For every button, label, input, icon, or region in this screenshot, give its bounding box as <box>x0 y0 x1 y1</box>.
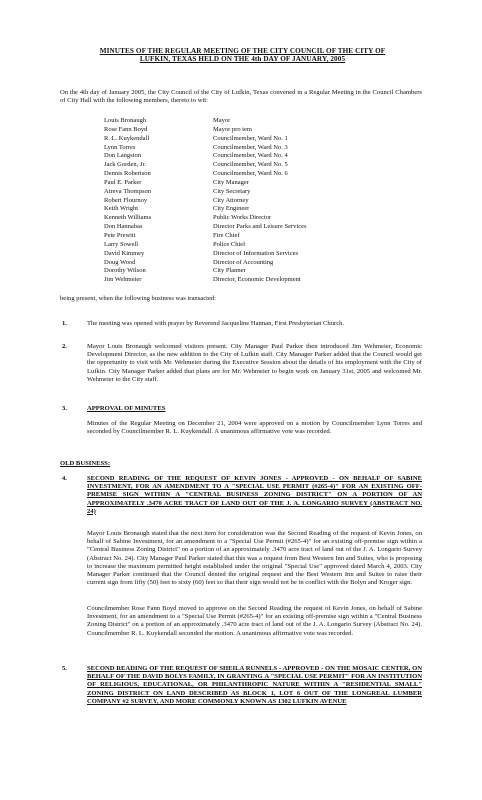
roster-row <box>104 241 364 250</box>
member-title: City Attorney <box>213 196 249 204</box>
member-title: City Planner <box>213 267 246 275</box>
attendance-roster <box>104 117 364 285</box>
roster-row <box>104 126 364 135</box>
roster-row <box>104 188 364 197</box>
item-4-paragraph-1: Mayor Louis Bronaugh stated that the next item for consideration was the Second Reading of the request of Kevin Jones, on behalf of Sabine Investment, for an amendment to a "Special Use Permit (#265-4)" for an existing off-premise sign within a "Central Business Zoning District" on a portion of an approximately .3470 acre tract of land out of the J. A. Longario Survey (Abstract No. 24). City Manager Paul Parker stated that this was a request from Best Western Inn and Suites, who is proposing to increase the maximum permitted height established under the original "Special Use" approved dated March 4, 2003. City Manager Parker continued that the Council denied the original request and the Best Western Inn and Suites to raise their current sign from fifty (50) feet to sixty (60) feet so that their sign would not be in conflict with the Bolyn and Kroger sign. <box>87 530 422 587</box>
member-title: Police Chief <box>213 240 246 248</box>
roster-row <box>104 214 364 223</box>
member-title: Councilmember, Ward No. 6 <box>213 170 288 178</box>
item-4-number: 4. <box>62 475 67 482</box>
member-title: Mayor pro tem <box>213 125 252 133</box>
title-line-1: MINUTES OF THE REGULAR MEETING OF THE CITY COUNCIL OF THE CITY OF <box>99 47 386 55</box>
intro-paragraph: On the 4th day of January 2005, the City Council of the City of Lufkin, Texas convened in a Regular Meeting in the Council Chambers of City Hall with the following members, thereto to wit: <box>60 89 422 105</box>
member-name: Doug Wood <box>104 258 136 266</box>
member-name: David Kimmey <box>104 249 145 257</box>
member-title: Director Parks and Leisure Services <box>213 223 307 231</box>
item-5-heading: SECOND READING OF THE REQUEST OF SHEILA RUNNELS - APPROVED - ON THE MOSAIC CENTER, ON BEHALF OF THE DAVID BOLYS FAMILY, IN GRANTING A "SPECIAL USE PERMIT" FOR AN INSTITUTION OF RELIGIOUS, EDUCATIONAL, OR PHILANTHROPIC NATURE WITHIN A "RESIDENTIAL SMALL" ZONING DISTRICT ON LAND DESCRIBED AS BLOCK 1, LOT 6 OUT OF THE LONGREAL LUMBER COMPANY #2 SURVEY, AND MORE COMMONLY KNOWN AS 1302 LUFKIN AVENUE <box>87 665 422 705</box>
item-2-text: Mayor Louis Bronaugh welcomed visitors present. City Manager Paul Parker then introduced Jim Wehmeier, Economic Development Director, as the new addition to the City of Lufkin staff. City Manager Parker added that the Council would get the opportunity to visit with Mr. Wehmeier during the Executive Session about the details of his employment with the City of Lufkin. City Manager Parker added that plans are for Mr. Wehmeier to begin work on January 31st, 2005 and welcomed Mr. Wehmeier to the City staff. <box>87 343 422 383</box>
member-name: R. L. Kuykendall <box>104 134 150 142</box>
roster-row <box>104 152 364 161</box>
member-name: Rose Fann Boyd <box>104 125 148 133</box>
roster-row <box>104 259 364 268</box>
approval-heading: APPROVAL OF MINUTES <box>87 405 166 412</box>
roster-row <box>104 170 364 179</box>
roster-row <box>104 179 364 188</box>
roster-row <box>104 135 364 144</box>
quorum-statement: being present, when the following business was transacted: <box>60 295 217 302</box>
member-title: Mayor <box>213 117 231 124</box>
member-title: Fire Chief <box>213 231 240 239</box>
item-1-text: The meeting was opened with prayer by Reverend Jacqueline Hannan, First Presbyterian Church. <box>87 320 345 327</box>
roster-row <box>104 161 364 170</box>
member-name: Don Langston <box>104 152 142 160</box>
roster-row <box>104 267 364 276</box>
member-name: Dorothy Wilson <box>104 267 146 275</box>
member-title: Councilmember, Ward No. 5 <box>213 161 288 169</box>
document-title <box>70 47 415 64</box>
member-title: City Manager <box>213 178 249 186</box>
member-title: Councilmember, Ward No. 4 <box>213 152 288 160</box>
roster-row <box>104 232 364 241</box>
member-name: Jack Gorden, Jr. <box>104 161 146 169</box>
roster-row <box>104 250 364 259</box>
member-title: Public Works Director <box>213 214 272 222</box>
member-title: Councilmember, Ward No. 3 <box>213 143 288 151</box>
member-name: Louis Bronaugh <box>104 117 147 124</box>
roster-row <box>104 223 364 232</box>
roster-row <box>104 205 364 214</box>
roster-row <box>104 144 364 153</box>
item-4-heading: SECOND READING OF THE REQUEST OF KEVIN JONES - APPROVED - ON BEHALF OF SABINE INVESTMENT, FOR AN AMENDMENT TO A "SPECIAL USE PERMIT (#265-4)" FOR AN EXISTING OFF-PREMISE SIGN WITHIN A "CENTRAL BUSINESS ZONING DISTRICT" ON A PORTION OF AN APPROXIMATELY .3470 ACRE TRACT OF LAND OUT OF THE J. A. LONGARIO SURVEY (ABSTRACT NO. 24) <box>87 475 422 515</box>
member-name: Lynn Torres <box>104 143 136 151</box>
member-title: Director, Economic Development <box>213 276 301 284</box>
member-name: Don Hannabas <box>104 223 143 231</box>
roster-row <box>104 276 364 285</box>
member-name: Robert Flournoy <box>104 196 148 204</box>
item-1-number: 1. <box>62 320 67 327</box>
member-name: Kenneth Williams <box>104 214 152 222</box>
member-title: City Engineer <box>213 205 250 213</box>
item-5-number: 5. <box>62 665 67 672</box>
title-line-2: LUFKIN, TEXAS HELD ON THE 4th DAY OF JANUARY, 2005 <box>139 55 346 64</box>
member-name: Dennis Robertson <box>104 170 151 178</box>
member-name: Jim Wehmeier <box>104 276 142 284</box>
member-title: Councilmember, Ward No. 1 <box>213 134 288 142</box>
member-name: Atreva Thompson <box>104 187 151 195</box>
old-business-heading: OLD BUSINESS: <box>60 460 111 467</box>
roster-row <box>104 197 364 206</box>
member-name: Larry Sowell <box>104 240 139 248</box>
item-4-paragraph-2: Councilmember Rose Fann Boyd moved to approve on the Second Reading the request of Kevin Jones, on behalf of Sabine Investment, for an amendment to a "Special Use Permit (#265-4)" for an existing off-premise sign within a "Central Business Zoning District" on a portion of an approximately .3470 acre tract of land out of the J. A. Longario Survey (Abstract No. 24). Councilmember R. L. Kuykendall seconded the motion. A unanimous affirmative vote was recorded. <box>87 605 422 637</box>
member-title: City Secretary <box>213 187 251 195</box>
member-title: Director of Accounting <box>213 258 274 266</box>
member-name: Keith Wright <box>104 205 139 213</box>
item-2-number: 2. <box>62 343 67 350</box>
item-3-number: 3. <box>62 405 67 412</box>
member-name: Paul E. Parker <box>104 178 142 186</box>
roster-row <box>104 117 364 126</box>
member-name: Pete Prewitt <box>104 231 136 239</box>
member-title: Director of Information Services <box>213 249 299 257</box>
approval-text: Minutes of the Regular Meeting on December 21, 2004 were approved on a motion by Councilmember Lynn Torres and seconded by Councilmember R. L. Kuykendall. A unanimous affirmative vote was recorded. <box>87 420 422 436</box>
